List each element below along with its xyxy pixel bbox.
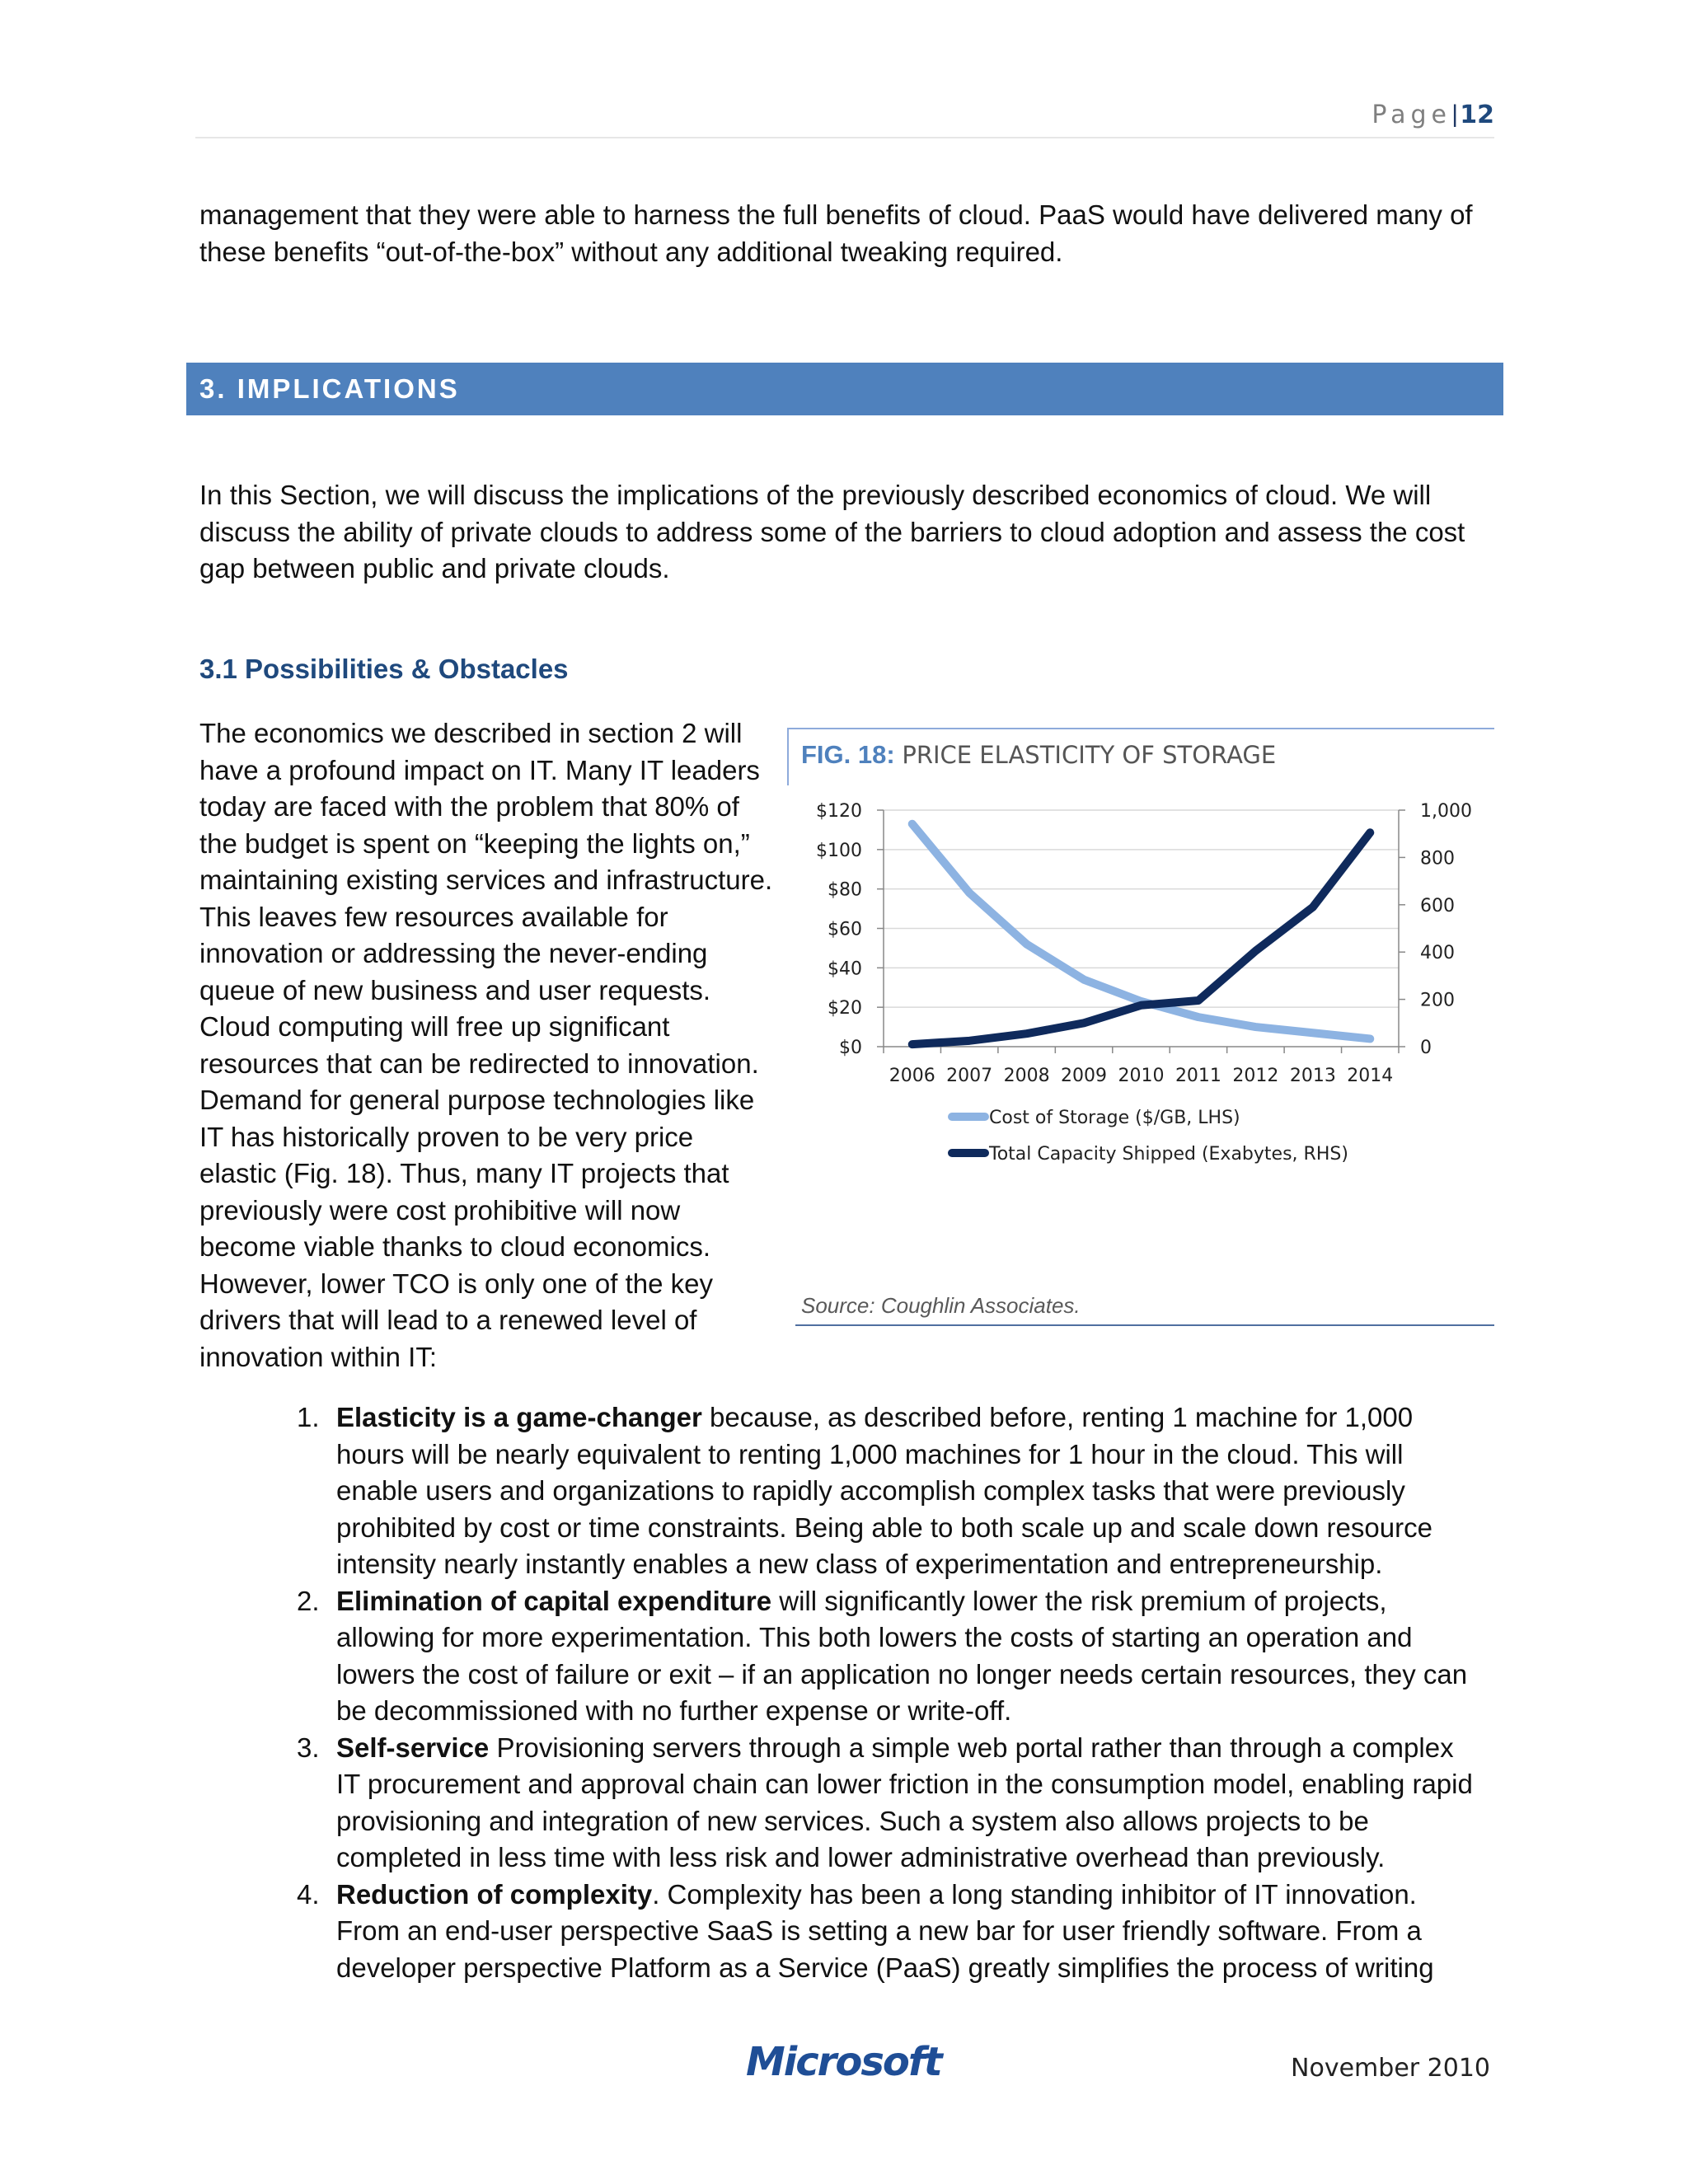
left-axis-tick-label: $80 bbox=[828, 879, 862, 901]
section-title: 3. IMPLICATIONS bbox=[199, 373, 460, 404]
list-item bbox=[280, 1399, 1475, 1583]
list-number: 1. bbox=[297, 1402, 320, 1432]
figure-bottom-rule bbox=[795, 1324, 1494, 1326]
list-number: 2. bbox=[297, 1585, 320, 1616]
price-elasticity-chart bbox=[787, 777, 1494, 1280]
x-axis-tick-label: 2006 bbox=[889, 1066, 935, 1086]
page-separator: | bbox=[1451, 101, 1458, 128]
left-axis-tick-label: $0 bbox=[839, 1038, 862, 1058]
subsection-paragraph: The economics we described in section 2 will have a profound impact on IT. Many IT leaders today are faced with the problem that 80% of the budget is spent on “keeping the lights on,” maintaining existing services and infrastructure. This leaves few resources available for innovation or addressing the never-ending queue of new business and user requests. Cloud computing will free up significant resources that can be redirected to innovation. Demand for general purpose technologies like IT has historically proven to be very price elastic (Fig. 18). Thus, many IT projects that previously were cost prohibitive will now become viable thanks to cloud economics. However, lower TCO is only one of the key drivers that will lead to a renewed level of innovation within IT: bbox=[199, 718, 773, 1372]
list-number: 4. bbox=[297, 1878, 320, 1910]
figure-source: Source: Coughlin Associates. bbox=[801, 1293, 1081, 1318]
left-axis-tick-label: $20 bbox=[828, 998, 862, 1019]
right-axis-tick-label: 1,000 bbox=[1420, 801, 1472, 822]
left-axis-tick-label: $120 bbox=[816, 801, 862, 822]
x-axis-tick-label: 2008 bbox=[1003, 1066, 1050, 1086]
x-axis-tick-label: 2014 bbox=[1347, 1066, 1394, 1086]
x-axis-tick-label: 2007 bbox=[946, 1066, 993, 1086]
page-label: Page bbox=[1372, 101, 1451, 129]
legend-label: Cost of Storage ($/GB, LHS) bbox=[989, 1108, 1240, 1128]
x-axis-tick-label: 2012 bbox=[1232, 1066, 1279, 1086]
figure-number: FIG. 18: bbox=[801, 740, 895, 769]
left-axis-tick-label: $100 bbox=[816, 840, 862, 861]
capacity-shipped-line bbox=[912, 832, 1371, 1044]
list-item bbox=[280, 1877, 1475, 1987]
figure-top-rule bbox=[787, 728, 1494, 729]
list-item-text: because, as described before, renting 1 machine for 1,000 hours will be nearly equivalent to renting 1,000 machines for 1 hour in the cloud. This will enable users and organizations to rapidly accomplish complex tasks that were previously prohibited by cost or time constraints. Being able to both scale up and scale down resource intensity nearly instantly enables a new class of experimentation and entrepreneurship. bbox=[336, 1402, 1432, 1579]
footer-date: November 2010 bbox=[1291, 2054, 1490, 2083]
right-axis-tick-label: 200 bbox=[1420, 990, 1455, 1011]
figure-18 bbox=[787, 728, 1494, 1326]
list-item-bold: Reduction of complexity bbox=[336, 1878, 653, 1910]
list-item-text: Provisioning servers through a simple web portal rather than through a complex IT procurement and approval chain can lower friction in the consumption model, enabling rapid provisioning and integration of new services. Such a system also allows projects to be completed in less time with less risk and lower administrative overhead than previously. bbox=[336, 1732, 1473, 1872]
list-item bbox=[280, 1583, 1475, 1730]
legend-label: Total Capacity Shipped (Exabytes, RHS) bbox=[989, 1144, 1348, 1165]
x-axis-tick-label: 2013 bbox=[1289, 1066, 1336, 1086]
figure-title bbox=[801, 738, 1276, 772]
list-number: 3. bbox=[297, 1732, 320, 1763]
right-axis-tick-label: 600 bbox=[1420, 895, 1455, 916]
list-item-bold: Elasticity is a game-changer bbox=[336, 1402, 702, 1432]
right-axis-tick-label: 800 bbox=[1420, 848, 1455, 869]
x-axis-tick-label: 2011 bbox=[1175, 1066, 1221, 1086]
list-item-text: will significantly lower the risk premium of projects, allowing for more experimentation. This both lowers the costs of starting an operation and lowers the cost of failure or exit – if an application no longer needs certain resources, they can be decommissioned with no further expense or write-off. bbox=[336, 1585, 1468, 1726]
right-axis-tick-label: 400 bbox=[1420, 943, 1455, 964]
page-number: 12 bbox=[1460, 101, 1494, 129]
microsoft-logo: Microsoft bbox=[746, 2039, 941, 2085]
x-axis-tick-label: 2010 bbox=[1118, 1066, 1165, 1086]
left-axis-tick-label: $40 bbox=[828, 958, 862, 980]
list-item bbox=[280, 1730, 1475, 1877]
section-heading-bar bbox=[186, 363, 1503, 415]
list-item-bold: Elimination of capital expenditure bbox=[336, 1585, 772, 1616]
figure-caption: PRICE ELASTICITY OF STORAGE bbox=[902, 741, 1277, 769]
drivers-list bbox=[280, 1399, 1475, 1986]
right-axis-tick-label: 0 bbox=[1420, 1038, 1432, 1058]
x-axis-tick-label: 2009 bbox=[1061, 1066, 1108, 1086]
list-item-bold: Self-service bbox=[336, 1732, 490, 1763]
list-item-text: . Complexity has been a long standing inhibitor of IT innovation. From an end-user perspective SaaS is setting a new bar for user friendly software. From a developer perspective Platform as a Service (PaaS) greatly simplifies the process of writing bbox=[336, 1878, 1434, 1983]
page-header bbox=[195, 97, 1494, 138]
subsection-title: 3.1 Possibilities & Obstacles bbox=[199, 654, 569, 684]
left-axis-tick-label: $60 bbox=[828, 919, 862, 940]
intro-paragraph: management that they were able to harness the full benefits of cloud. PaaS would have delivered many of these benefits “out-of-the-box” without any additional tweaking required. bbox=[199, 199, 1473, 267]
section-paragraph: In this Section, we will discuss the implications of the previously described economics of cloud. We will discuss the ability of private clouds to address some of the barriers to cloud adoption and assess the cost gap between public and private clouds. bbox=[199, 480, 1465, 583]
